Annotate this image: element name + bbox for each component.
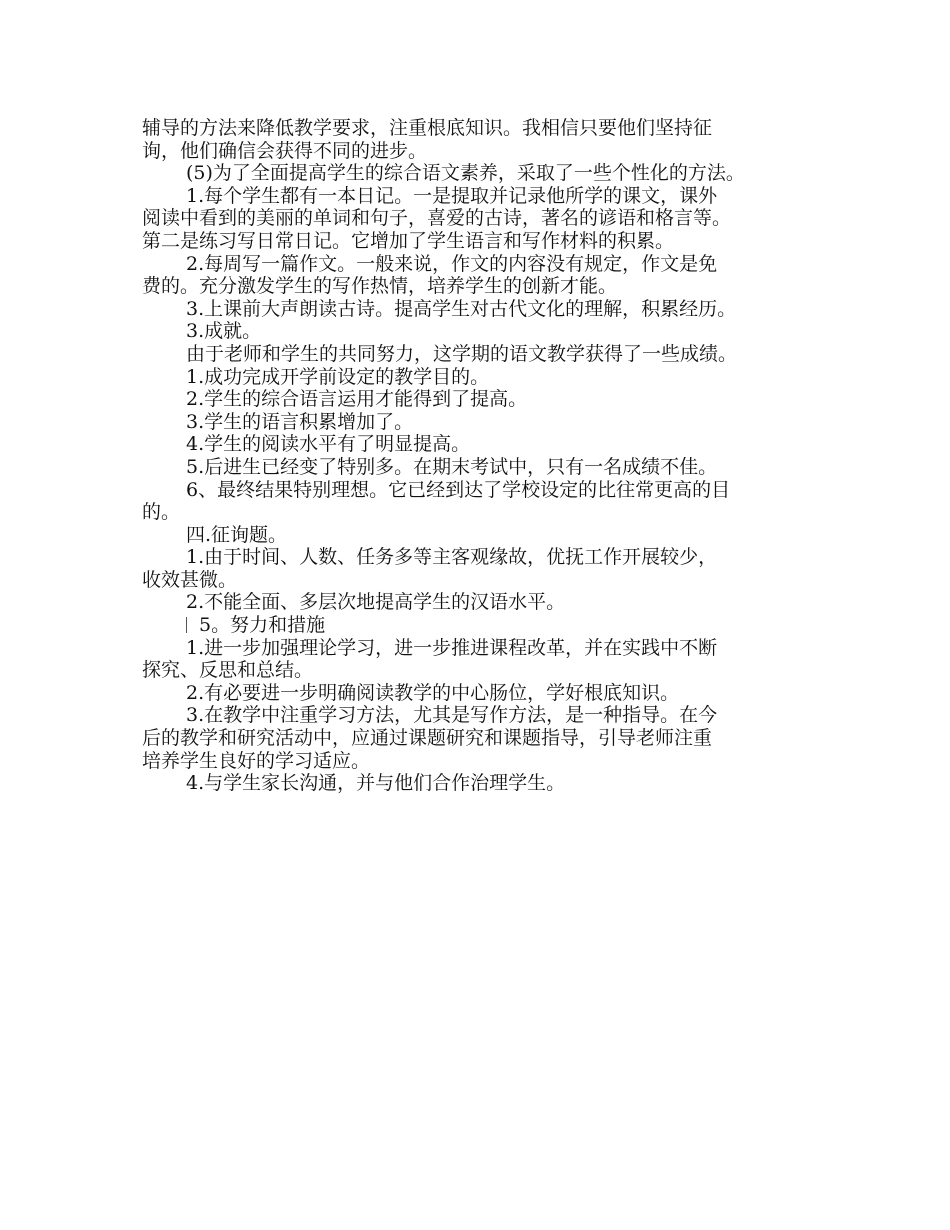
list-item: 6、最终结果特别理想。它已经到达了学校设定的比往常更高的目 (186, 478, 731, 501)
list-item: 4.与学生家长沟通，并与他们合作治理学生。 (186, 772, 566, 795)
text-line: 培养学生良好的学习适应。 (142, 749, 371, 772)
text-line: 收效甚微。 (142, 568, 238, 591)
list-item: 2.学生的综合语言运用才能得到了提高。 (186, 388, 528, 411)
document-body (142, 117, 842, 795)
list-item: 1.进一步加强理论学习，进一步推进课程改革，并在实践中不断 (186, 636, 718, 659)
text-line: 费的。充分激发学生的写作热情，培养学生的创新才能。 (142, 275, 618, 298)
text-line: 的。 (142, 501, 181, 524)
text-line: 询，他们确信会获得不同的进步。 (142, 139, 428, 162)
text-line: (5)为了全面提高学生的综合语文素养，采取了一些个性化的方法。 (186, 162, 745, 185)
text-line: 辅导的方法来降低教学要求，注重根底知识。我相信只要他们坚持征 (142, 117, 713, 139)
list-item: 5.后进生已经变了特别多。在期末考试中，只有一名成绩不佳。 (186, 455, 718, 478)
section-heading-text: 5。努力和措施 (199, 614, 326, 637)
section-heading: 四.征询题。 (186, 523, 288, 546)
list-item: 1.由于时间、人数、任务多等主客观缘故，优抚工作开展较少， (186, 546, 718, 569)
text-line: 阅读中看到的美丽的单词和句子，喜爱的古诗，著名的谚语和格言等。 (142, 207, 732, 230)
list-item: 3.学生的语言积累增加了。 (186, 410, 414, 433)
list-item: 4.学生的阅读水平有了明显提高。 (186, 433, 471, 456)
list-item: 1.成功完成开学前设定的教学目的。 (186, 365, 490, 388)
text-line: 2.每周写一篇作文。一般来说，作文的内容没有规定，作文是免 (186, 252, 718, 275)
list-item: 2.有必要进一步明确阅读教学的中心肠位，学好根底知识。 (186, 681, 680, 704)
text-cursor-bar (186, 617, 187, 633)
section-heading (142, 614, 842, 637)
list-item: 2.不能全面、多层次地提高学生的汉语水平。 (186, 591, 566, 614)
section-heading: 3.成就。 (186, 320, 262, 343)
text-line: 第二是练习写日常日记。它增加了学生语言和写作材料的积累。 (142, 229, 675, 252)
text-line: 由于老师和学生的共同努力，这学期的语文教学获得了一些成绩。 (186, 342, 738, 365)
text-line: 3.上课前大声朗读古诗。提高学生对古代文化的理解，积累经历。 (186, 297, 737, 320)
list-item: 3.在教学中注重学习方法，尤其是写作方法，是一种指导。在今 (186, 704, 718, 727)
text-line: 探究、反思和总结。 (142, 659, 314, 682)
text-line: 后的教学和研究活动中，应通过课题研究和课题指导，引导老师注重 (142, 727, 713, 750)
text-line: 1.每个学生都有一本日记。一是提取并记录他所学的课文，课外 (186, 184, 718, 207)
